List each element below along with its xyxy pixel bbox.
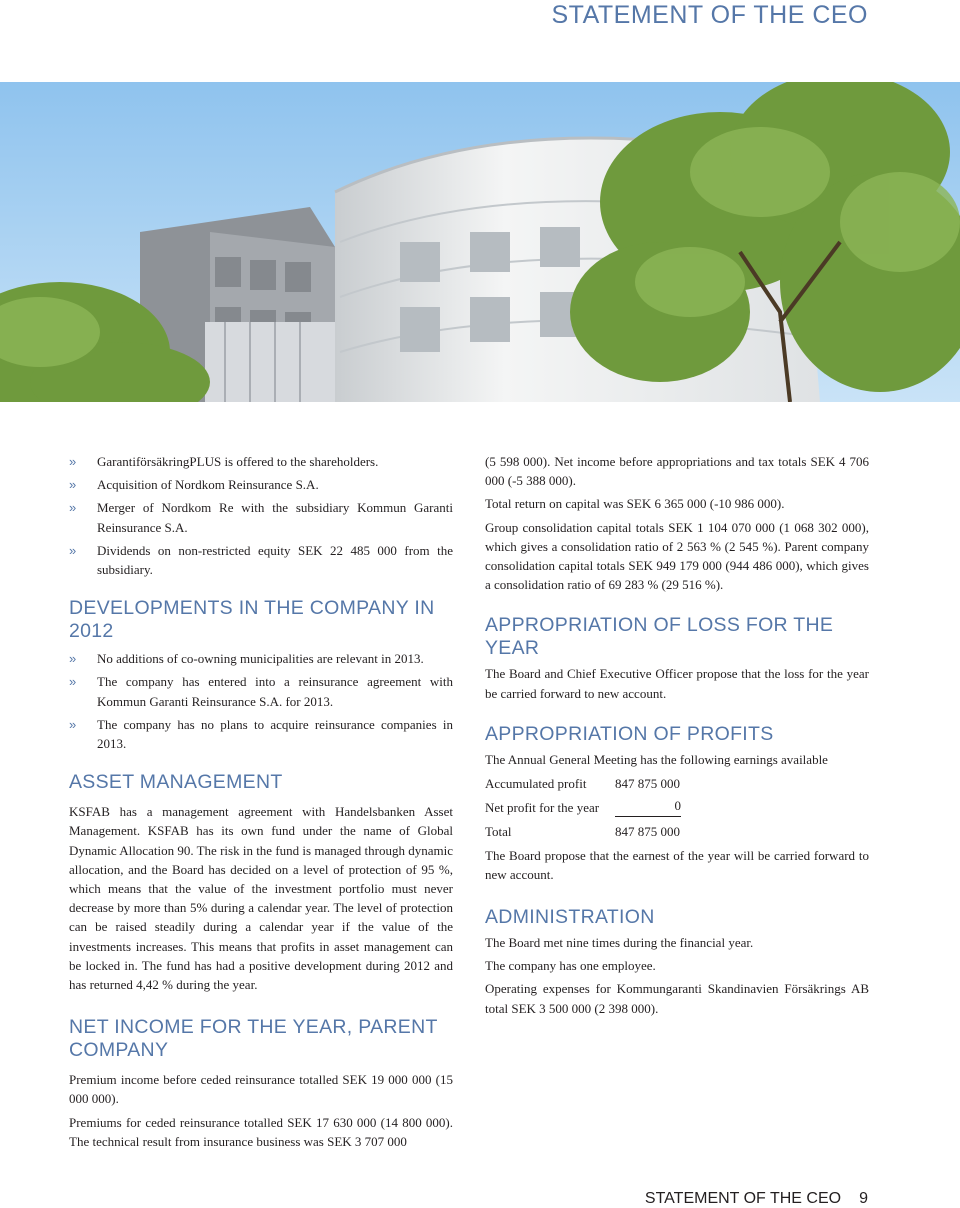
bullet-icon: » — [69, 651, 77, 667]
bullet-icon: » — [69, 477, 77, 493]
asset-management-text: KSFAB has a management agreement with Handelsbanken Asset Management. KSFAB has its own fund under the name of Global Dynamic Allocation 90. The risk in the fund is managed through dynamic allocation, and the Board has decided on a level of protection of 95 %, which means that the value of the investment portfolio must never decrease by more than 5% during a calendar year. The level of protection can be raised steadily during a calendar year if the value of the investments increases. This means that profits in asset management can be locked in. The fund has had a positive development during 2012 and has returned 4,42 % during the year. — [69, 804, 453, 993]
earnings-row-net-profit: Net profit for the year 0 — [485, 798, 869, 817]
net-income-paragraph-2: Premiums for ceded reinsurance totalled SEK 17 630 000 (14 800 000). The technical result from insurance business was SEK 3 707 000 — [69, 1114, 453, 1149]
list-item: » Merger of Nordkom Re with the subsidiary Kommun Garanti Reinsurance S.A. — [69, 500, 453, 535]
continued-paragraph-2: Total return on capital was SEK 6 365 000 (-10 986 000). — [485, 496, 785, 512]
developments-heading: DEVELOPMENTS IN THE COMPANY IN 2012 — [69, 597, 435, 643]
right-column — [485, 452, 869, 1018]
net-income-paragraph-1: Premium income before ceded reinsurance totalled SEK 19 000 000 (15 000 000). — [69, 1072, 453, 1107]
appropriation-loss-text: The Board and Chief Executive Officer propose that the loss for the year be carried forward to new account. — [485, 666, 869, 701]
earnings-row-accumulated: Accumulated profit 847 875 000 — [485, 776, 680, 792]
bullet-icon: » — [69, 454, 77, 469]
developments-bullet-list — [69, 649, 453, 753]
top-bullet-list — [69, 452, 453, 579]
bullet-icon: » — [69, 542, 77, 558]
appropriation-profits-intro: The Annual General Meeting has the following earnings available — [485, 751, 828, 767]
net-income-heading: NET INCOME FOR THE YEAR, PARENT COMPANY — [69, 1016, 438, 1062]
appropriation-profits-text: The Board propose that the earnest of the year will be carried forward to new account. — [485, 847, 869, 882]
earnings-row-total: Total 847 875 000 — [485, 824, 680, 840]
page-header-title: STATEMENT OF THE CEO — [551, 1, 868, 29]
administration-heading: ADMINISTRATION — [485, 906, 655, 929]
building-photo — [0, 82, 960, 402]
administration-paragraph-2: The company has one employee. — [485, 958, 656, 974]
administration-paragraph-3: Operating expenses for Kommungaranti Skandinavien Försäkrings AB total SEK 3 500 000 (2 398 000). — [485, 981, 869, 1016]
list-item: » The company has entered into a reinsurance agreement with Kommun Garanti Reinsurance S.A. for 2013. — [69, 674, 453, 709]
building-photo-illustration — [0, 82, 960, 402]
page-footer — [645, 1190, 868, 1208]
list-item: » Acquisition of Nordkom Reinsurance S.A. — [69, 475, 453, 494]
footer-title: STATEMENT OF THE CEO — [644, 1190, 842, 1207]
list-item: » No additions of co-owning municipalities are relevant in 2013. — [69, 649, 453, 668]
list-item: » Dividends on non-restricted equity SEK 22 485 000 from the subsidiary. — [69, 542, 453, 578]
bullet-icon: » — [69, 674, 77, 690]
bullet-icon: » — [69, 716, 77, 732]
list-item: » The company has no plans to acquire reinsurance companies in 2013. — [69, 716, 453, 752]
page-number: 9 — [859, 1190, 868, 1207]
asset-management-heading: ASSET MANAGEMENT — [69, 771, 283, 794]
list-item: » GarantiförsäkringPLUS is offered to the shareholders. — [69, 452, 453, 471]
left-column — [69, 452, 453, 1151]
appropriation-loss-heading: APPROPRIATION OF LOSS FOR THE YEAR — [485, 614, 834, 660]
continued-paragraph-3: Group consolidation capital totals SEK 1 104 070 000 (1 068 302 000), which gives a consolidation ratio of 2 563 % (2 545 %). Parent company consolidation capital totals SEK 949 179 000 (944 486 000), which gives a consolidation ratio of 69 283 % (29 516 %). — [485, 519, 869, 593]
bullet-icon: » — [69, 500, 77, 516]
appropriation-profits-heading: APPROPRIATION OF PROFITS — [485, 722, 774, 745]
continued-paragraph-1: (5 598 000). Net income before appropriations and tax totals SEK 4 706 000 (-5 388 000). — [485, 454, 869, 489]
administration-paragraph-1: The Board met nine times during the financial year. — [485, 935, 754, 951]
